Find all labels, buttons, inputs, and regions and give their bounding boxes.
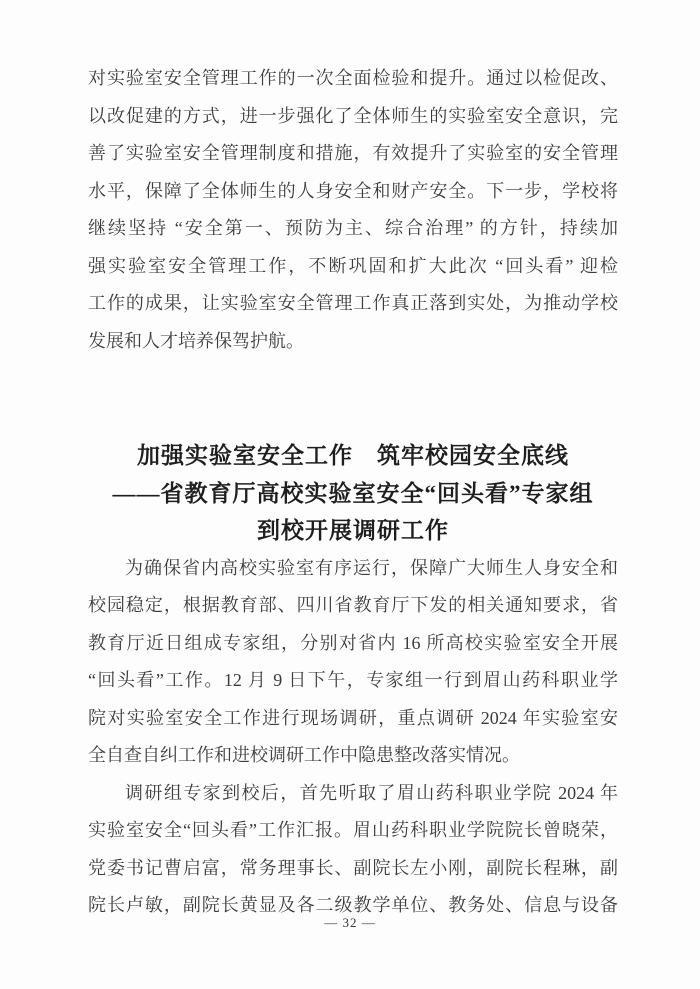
text-line: 工作的成果，让实验室安全管理工作真正落到实处，为推动学校 [88,293,618,313]
paragraph [88,60,618,360]
text-line: 为确保省内高校实验室有序运行，保障广大师生人身安全和 [125,557,618,578]
paragraph [88,550,618,775]
text-line: 发展和人才培养保驾护航。 [88,330,304,351]
text-line: 全自查自纠工作和进校调研工作中隐患整改落实情况。 [88,745,520,765]
text-line: “回头看”工作。12 月 9 日下午，专家组一行到眉山药科职业学 [88,670,618,690]
heading-line: 加强实验室安全工作 筑牢校园安全底线 [137,443,569,468]
article-heading [88,437,618,550]
page-number: — 32 — [324,915,376,930]
paragraph [88,775,618,925]
text-line: 水平，保障了全体师生的人身安全和财产安全。下一步，学校将 [88,180,618,201]
text-line: 调研组专家到校后，首先听取了眉山药科职业学院 2024 年 [125,782,618,803]
text-line: 以改促建的方式，进一步强化了全体师生的实验室安全意识，完 [88,105,618,126]
heading-line: ——省教育厅高校实验室安全“回头看”专家组 [112,480,594,506]
text-line: 院对实验室安全工作进行现场调研，重点调研 2024 年实验室安 [88,707,618,728]
text-line: 继续坚持 “安全第一、预防为主、综合治理” 的方针，持续加 [88,218,618,238]
text-line: 院长卢敏，副院长黄显及各二级教学单位、教务处、信息与设备 [88,895,618,915]
text-line: 教育厅近日组成专家组，分别对省内 16 所高校实验室安全开展 [88,632,618,653]
heading-line: 到校开展调研工作 [257,518,449,543]
text-line: 善了实验室安全管理制度和措施，有效提升了实验室的安全管理 [88,143,618,163]
text-line: 校园稳定，根据教育部、四川省教育厅下发的相关通知要求，省 [88,595,618,615]
text-line: 实验室安全“回头看”工作汇报。眉山药科职业学院院长曾晓荣， [88,820,618,840]
text-line: 对实验室安全管理工作的一次全面检验和提升。通过以检促改、 [88,68,618,88]
text-line: 强实验室安全管理工作，不断巩固和扩大此次 “回头看” 迎检 [88,255,618,276]
document-body [88,60,618,925]
text-line: 党委书记曹启富，常务理事长、副院长左小刚，副院长程琳，副 [88,857,618,878]
